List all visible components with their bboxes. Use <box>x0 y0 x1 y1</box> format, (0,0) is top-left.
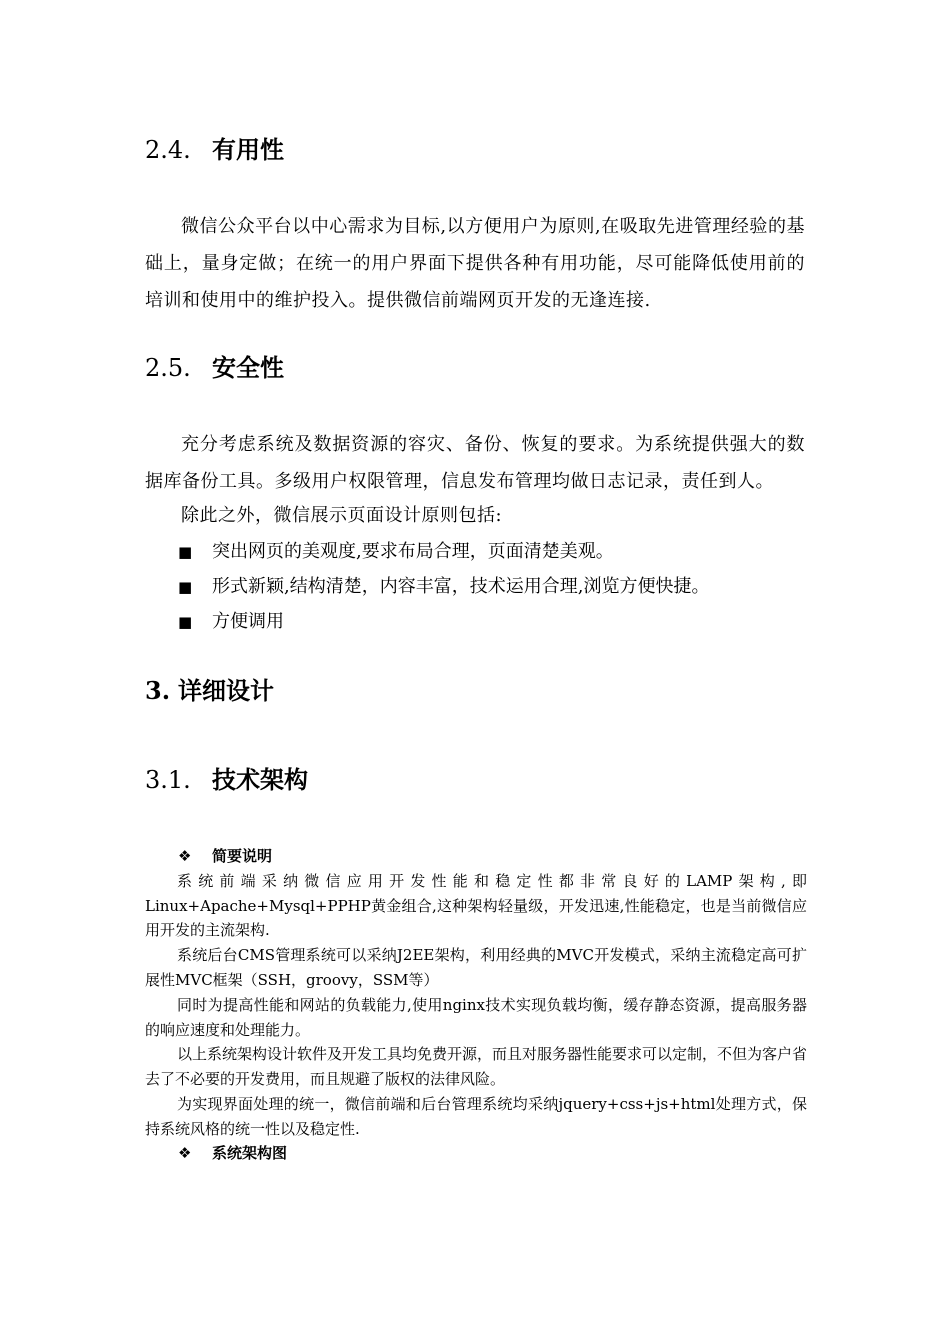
section-number: 2.4. <box>145 136 191 164</box>
diamond-bullet-icon: ❖ <box>178 1144 192 1162</box>
paragraph-design-intro: 除此之外，微信展示页面设计原则包括: <box>181 505 503 526</box>
list-item-text: 形式新颖,结构清楚，内容丰富，技术运用合理,浏览方便快捷。 <box>212 576 710 597</box>
section-title: 安全性 <box>212 354 284 382</box>
subsection-diagram <box>178 1143 287 1163</box>
paragraph-backend: 系统后台CMS管理系统可以采纳J2EE架构，利用经典的MVC开发模式，采纳主流稳定高可扩展性MVC框架（SSH，groovy，SSM等） <box>145 946 807 989</box>
paragraph-performance: 同时为提高性能和网站的负载能力,使用nginx技术实现负载均衡，缓存静态资源，提高服务器的响应速度和处理能力。 <box>145 996 807 1039</box>
list-item-text: 方便调用 <box>212 611 284 632</box>
paragraph-frontend: 系统前端采纳微信应用开发性能和稳定性都非常良好的LAMP架构,即Linux+Apache+Mysql+PPHP黄金组合,这种架构轻量级，开发迅速,性能稳定，也是当前微信应用开发的主流架构. <box>145 872 807 939</box>
list-item <box>178 575 709 599</box>
section-title: 技术架构 <box>212 766 308 794</box>
section-heading-3 <box>145 676 274 706</box>
section-heading-2-5 <box>145 353 284 383</box>
subsection-title: 简要说明 <box>212 847 273 865</box>
square-bullet-icon: ■ <box>178 543 193 561</box>
paragraph-usefulness: 微信公众平台以中心需求为目标,以方便用户为原则,在吸取先进管理经验的基础上，量身定做；在统一的用户界面下提供各种有用功能，尽可能降低使用前的培训和使用中的维护投入。提供微信前端网页开发的无逢连接. <box>145 216 805 311</box>
subsection-title: 系统架构图 <box>212 1144 288 1162</box>
square-bullet-icon: ■ <box>178 578 193 596</box>
diamond-bullet-icon: ❖ <box>178 847 192 865</box>
paragraph-ui-unification: 为实现界面处理的统一，微信前端和后台管理系统均采纳jquery+css+js+html处理方式，保持系统风格的统一性以及稳定性. <box>145 1095 807 1138</box>
list-item <box>178 610 284 634</box>
section-number: 2.5. <box>145 354 191 382</box>
section-title: 详细设计 <box>178 677 274 705</box>
paragraph-opensource: 以上系统架构设计软件及开发工具均免费开源，而且对服务器性能要求可以定制，不但为客户省去了不必要的开发费用，而且规避了版权的法律风险。 <box>145 1045 808 1088</box>
list-item <box>178 540 614 564</box>
square-bullet-icon: ■ <box>178 613 193 631</box>
section-heading-2-4 <box>145 135 284 165</box>
subsection-brief <box>178 846 272 866</box>
section-number: 3. <box>145 676 171 705</box>
paragraph-security: 充分考虑系统及数据资源的容灾、备份、恢复的要求。为系统提供强大的数据库备份工具。多级用户权限管理，信息发布管理均做日志记录，责任到人。 <box>145 434 805 492</box>
list-item-text: 突出网页的美观度,要求布局合理，页面清楚美观。 <box>212 541 614 562</box>
section-heading-3-1 <box>145 765 308 795</box>
section-title: 有用性 <box>212 136 284 164</box>
section-number: 3.1. <box>145 766 191 794</box>
